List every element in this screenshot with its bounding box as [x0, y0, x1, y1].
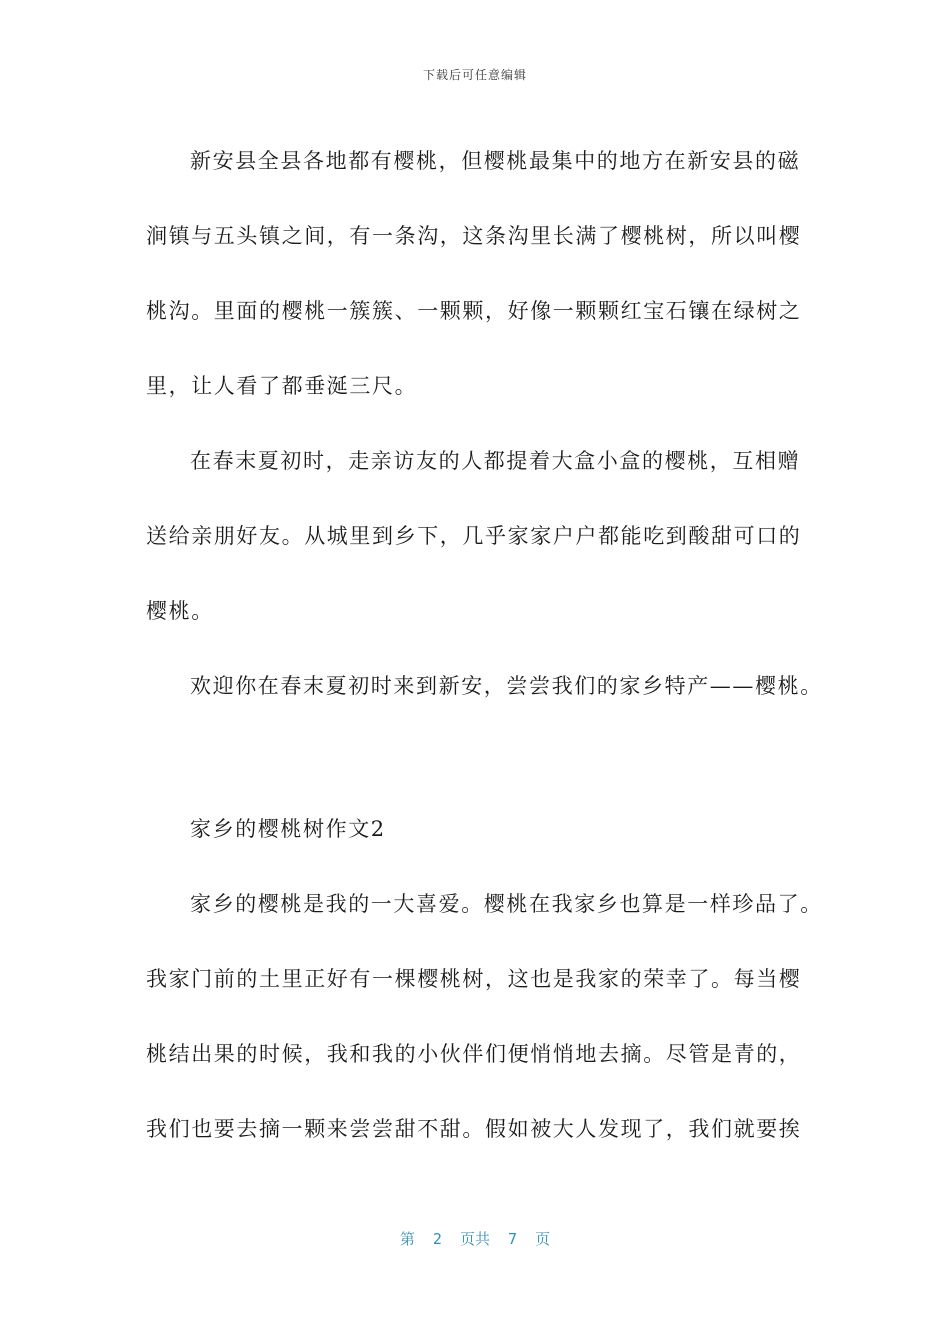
- paragraph: [146, 649, 823, 724]
- text-line: 樱桃。: [146, 599, 214, 623]
- paragraph: [146, 424, 810, 649]
- spacer: [146, 724, 810, 792]
- paragraph: [146, 124, 810, 424]
- text-line: 桃沟。里面的樱桃一簇簇、一颗颗，好像一颗颗红宝石镶在绿树之: [146, 299, 802, 323]
- text-line: 我家门前的土里正好有一棵樱桃树，这也是我家的荣幸了。每当樱: [146, 967, 802, 991]
- text-line: 欢迎你在春末夏初时来到新安，尝尝我们的家乡特产——樱桃。: [190, 674, 823, 698]
- section-title: 家乡的樱桃树作文2: [190, 817, 386, 841]
- text-line: 桃结出果的时候，我和我的小伙伴们便悄悄地去摘。尽管是青的，: [146, 1042, 802, 1066]
- document-body: [146, 124, 823, 1167]
- text-line: 我们也要去摘一颗来尝尝甜不甜。假如被大人发现了，我们就要挨: [146, 1117, 802, 1141]
- text-line: 涧镇与五头镇之间，有一条沟，这条沟里长满了樱桃树，所以叫樱: [146, 224, 802, 248]
- header-note: 下载后可任意编辑: [422, 68, 527, 82]
- text-line: 新安县全县各地都有樱桃，但樱桃最集中的地方在新安县的磁: [190, 149, 801, 173]
- paragraph: [146, 867, 823, 1167]
- page-number: 第 2 页共 7 页: [399, 1230, 551, 1248]
- text-line: 家乡的樱桃是我的一大喜爱。樱桃在我家乡也算是一样珍品了。: [190, 892, 823, 916]
- text-line: 在春末夏初时，走亲访友的人都提着大盒小盒的樱桃，互相赠: [190, 449, 801, 473]
- text-line: 里，让人看了都垂涎三尺。: [146, 374, 418, 398]
- text-line: 送给亲朋好友。从城里到乡下，几乎家家户户都能吃到酸甜可口的: [146, 524, 802, 548]
